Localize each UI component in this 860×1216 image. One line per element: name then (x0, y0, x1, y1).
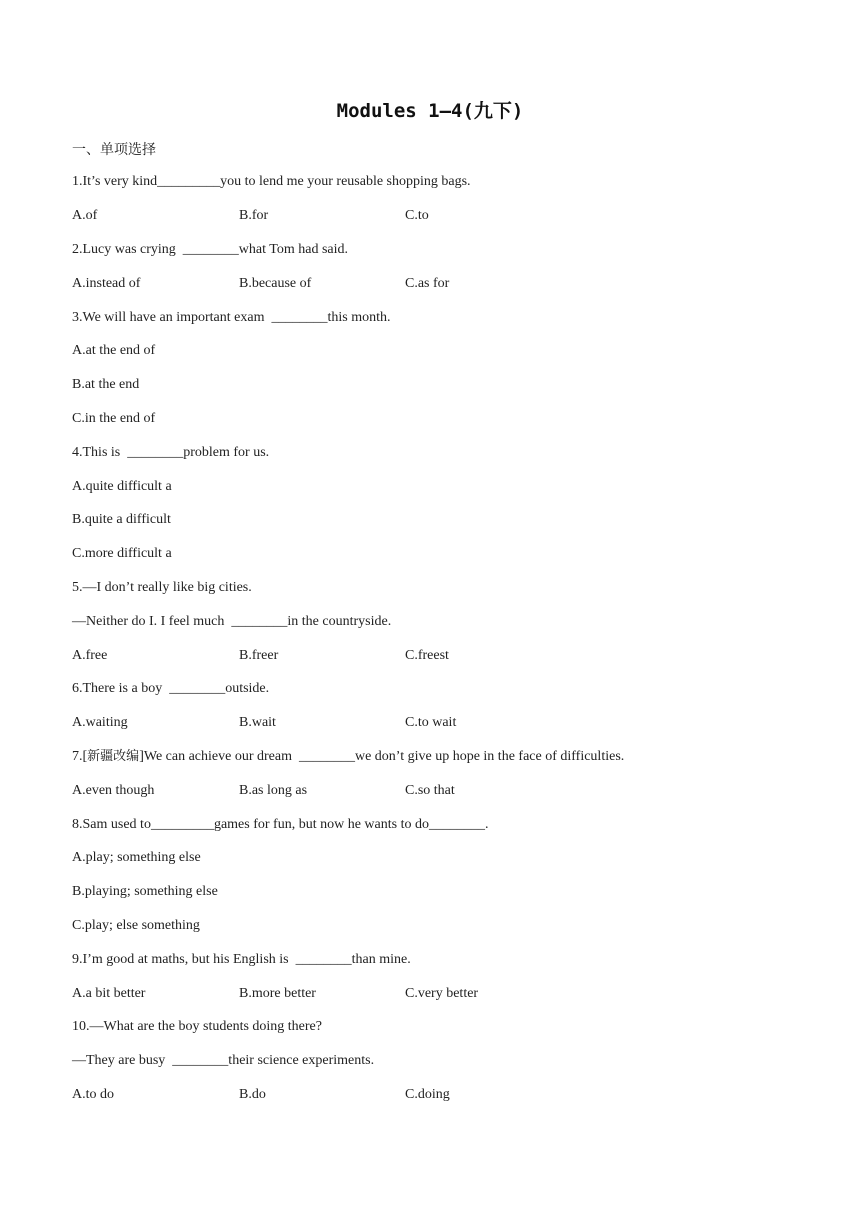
option-a: A.play; something else (72, 850, 201, 865)
option-a: A.waiting (72, 715, 128, 730)
option-b: B.as long as (239, 783, 308, 798)
option-a: A.of (72, 208, 98, 223)
options-row (72, 781, 455, 801)
option-b: B.at the end (72, 377, 140, 392)
question-stem: 2.Lucy was crying ________what Tom had said. (72, 242, 348, 257)
option-c: C.freest (405, 648, 449, 663)
option-c: C.play; else something (72, 918, 200, 933)
question-stem: 3.We will have an important exam ________this month. (72, 310, 391, 325)
option-c: C.to wait (405, 715, 457, 730)
question-stem-continued: —They are busy ________their science experiments. (72, 1053, 375, 1068)
option-a: A.a bit better (72, 986, 146, 1001)
options-row (72, 206, 429, 226)
option-c: C.so that (405, 783, 455, 798)
option-b: B.do (239, 1087, 266, 1102)
option-a: A.quite difficult a (72, 479, 172, 494)
option-b: B.because of (239, 276, 312, 291)
question-stem: 5.—I don’t really like big cities. (72, 580, 252, 595)
option-a: A.free (72, 648, 108, 663)
options-row (72, 713, 457, 733)
option-b: B.more better (239, 986, 316, 1001)
section-heading: 一、单项选择 (72, 142, 156, 158)
option-b: B.for (239, 208, 269, 223)
options-row (72, 646, 449, 666)
page-title: Modules 1—4(九下) (336, 100, 524, 122)
options-row (72, 274, 450, 294)
question-stem: 1.It’s very kind_________you to lend me your reusable shopping bags. (72, 174, 471, 189)
question-stem: 8.Sam used to_________games for fun, but now he wants to do________. (72, 817, 489, 832)
question-stem (72, 747, 624, 767)
options-row (72, 984, 479, 1004)
option-c: C.doing (405, 1087, 450, 1102)
option-b: B.quite a difficult (72, 512, 171, 527)
question-stem: 10.—What are the boy students doing there? (72, 1019, 322, 1034)
option-a: A.to do (72, 1087, 114, 1102)
option-c: C.very better (405, 986, 479, 1001)
stem-text: ]We can achieve our dream ________we don’t give up hope in the face of difficulties. (139, 749, 625, 764)
question-stem: 9.I’m good at maths, but his English is ________than mine. (72, 952, 411, 967)
question-stem-continued: —Neither do I. I feel much ________in the countryside. (72, 614, 392, 629)
option-c: C.more difficult a (72, 546, 172, 561)
option-a: A.instead of (72, 276, 141, 291)
option-c: C.as for (405, 276, 450, 291)
stem-prefix: 7.[ (72, 749, 88, 764)
source-tag: 新疆改编 (87, 749, 140, 764)
option-b: B.playing; something else (72, 884, 218, 899)
option-a: A.even though (72, 783, 155, 798)
options-row (72, 1085, 450, 1105)
option-b: B.wait (239, 715, 276, 730)
option-c: C.in the end of (72, 411, 156, 426)
question-stem: 6.There is a boy ________outside. (72, 681, 270, 696)
option-b: B.freer (239, 648, 279, 663)
question-stem: 4.This is ________problem for us. (72, 445, 270, 460)
option-c: C.to (405, 208, 429, 223)
option-a: A.at the end of (72, 343, 156, 358)
